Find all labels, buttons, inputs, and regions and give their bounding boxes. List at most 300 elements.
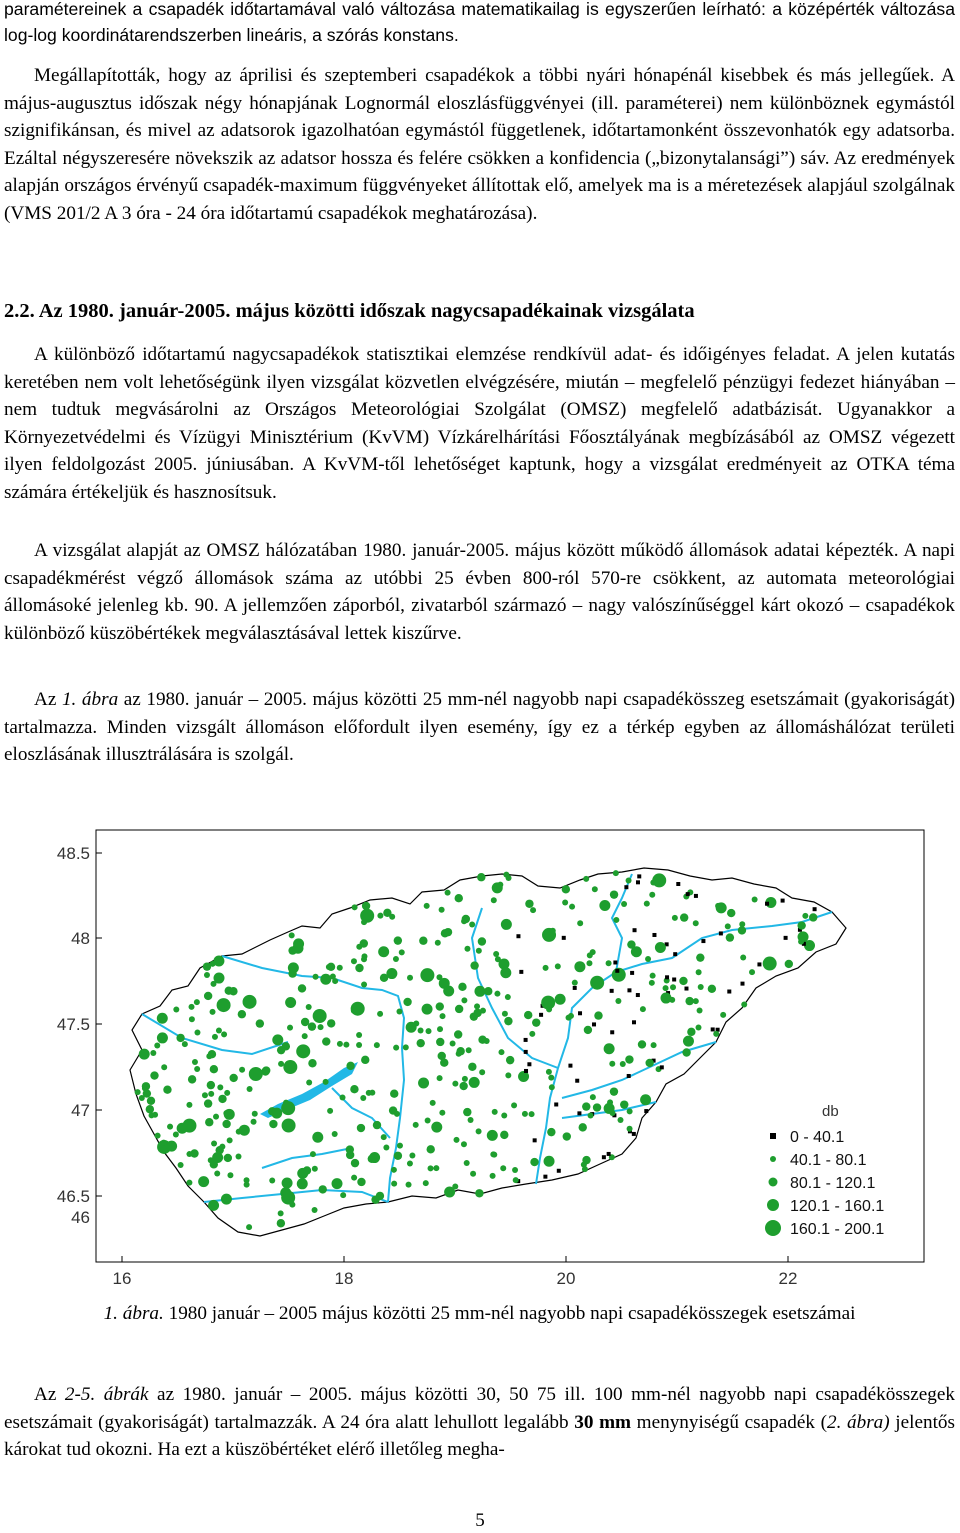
station-low <box>527 1062 531 1066</box>
station-point <box>406 1182 412 1188</box>
station-point <box>224 1109 235 1120</box>
station-low <box>516 934 520 938</box>
station-point <box>219 1144 225 1150</box>
station-point <box>687 1028 695 1036</box>
legend-label: 160.1 - 200.1 <box>790 1221 885 1238</box>
station-point <box>455 1005 463 1013</box>
station-point <box>555 994 566 1005</box>
station-point <box>469 1077 480 1088</box>
station-point <box>182 1041 188 1047</box>
station-point <box>546 1069 552 1075</box>
station-point <box>139 1095 145 1101</box>
station-point <box>458 983 466 991</box>
station-point <box>139 1049 150 1060</box>
station-point <box>716 902 727 913</box>
station-point <box>513 1177 519 1183</box>
station-point <box>651 1042 657 1048</box>
station-point <box>431 1122 442 1133</box>
station-point <box>462 1076 468 1082</box>
paragraph-stations: A vizsgálat alapját az OMSZ hálózatában 1980. január-2005. május között működő állomások adatai képezték. A napi csapadékmérést végző állomások száma az utóbbi 25 évben 800-ról 570-re csökkent, az automata meteorológiai állomásoké jelenleg kb. 90. A jellemzően záporból, zivatarból származó – nagy valószínűséggel kárt okozó – csapadékok különböző küszöbértékek megválasztásával lettek kiszűrve. <box>4 540 955 644</box>
station-point <box>396 1008 402 1014</box>
station-point <box>809 913 817 921</box>
station-point <box>381 1134 387 1140</box>
station-point <box>426 1028 432 1034</box>
station-point <box>425 1117 431 1123</box>
station-point <box>361 982 367 988</box>
station-low <box>519 970 523 974</box>
x-axis <box>113 1256 798 1288</box>
legend-label: 0 - 40.1 <box>790 1129 845 1146</box>
station-point <box>332 1131 338 1137</box>
station-low <box>575 1079 579 1083</box>
station-low <box>632 1132 636 1136</box>
y-tick-label: 47 <box>71 1101 90 1120</box>
station-point <box>218 1095 226 1103</box>
station-point <box>351 1159 359 1167</box>
station-point <box>574 961 585 972</box>
station-low <box>615 969 619 973</box>
station-point <box>269 1120 277 1128</box>
station-point <box>455 894 463 902</box>
station-point <box>407 1160 413 1166</box>
station-point <box>504 1017 512 1025</box>
station-point <box>461 1141 467 1147</box>
station-point <box>645 1059 653 1067</box>
x-tick-label: 16 <box>112 1269 132 1288</box>
station-point <box>149 1112 155 1118</box>
station-low <box>673 952 677 956</box>
station-point <box>238 1010 246 1018</box>
station-point <box>346 1062 354 1070</box>
station-point <box>436 1002 444 1010</box>
station-point <box>355 964 363 972</box>
station-point <box>281 1101 295 1115</box>
station-point <box>625 1055 633 1063</box>
station-point <box>418 1078 429 1089</box>
station-point <box>506 1056 514 1064</box>
station-point <box>289 932 295 938</box>
station-point <box>435 940 441 946</box>
station-point <box>297 1178 308 1189</box>
station-point <box>194 1030 200 1036</box>
station-point <box>308 1022 316 1030</box>
station-point <box>490 1173 496 1179</box>
station-point <box>506 875 512 881</box>
station-point <box>725 923 731 929</box>
station-point <box>413 1122 419 1128</box>
station-point <box>378 946 389 957</box>
station-point <box>436 1038 444 1046</box>
station-point <box>680 913 688 921</box>
station-low <box>610 989 614 993</box>
station-low <box>543 1175 547 1179</box>
station-point <box>480 1008 486 1014</box>
station-point <box>500 967 511 978</box>
station-point <box>749 969 755 975</box>
station-point <box>621 901 627 907</box>
paragraph-findings: Megállapították, hogy az áprilisi és szeptemberi csapadékok a többi nyári hónapénál kisebbek és más jellegűek. A május-augusztus időszak négy hónapjának Lognormál eloszlásfüggvényei (ill. paraméterei) nem különböznek egymástól szignifikánsan, és mivel az adatsorok igazolhatóan egymástól függetlenek, időtartamonként összevonhatók egy adatsorba. Ezáltal négyszeresére növekszik az adatsor hossza és felére csökken a konfidencia („bizonytalansági”) sáv. Az eredmények alapján országos érvényű csapadék-maximum függvényeket állítottak elő, amelyek ma is a méretezések alapjául szolgálnak (VMS 201/2 A 3 óra - 24 óra időtartamú csapadékok meghatározása). <box>4 65 955 224</box>
station-point <box>377 913 383 919</box>
station-point <box>495 956 501 962</box>
station-point <box>670 984 676 990</box>
station-point <box>422 1004 433 1015</box>
station-point <box>343 1042 349 1048</box>
station-low <box>676 882 680 886</box>
y-tick-label: 48.5 <box>56 844 90 863</box>
station-point <box>645 956 651 962</box>
station-point <box>631 946 642 957</box>
station-point <box>357 1124 365 1132</box>
station-point <box>476 1128 482 1134</box>
station-point <box>227 1137 233 1143</box>
station-low <box>719 931 723 935</box>
station-point <box>738 926 746 934</box>
station-low <box>637 874 641 878</box>
station-point <box>394 936 402 944</box>
station-point <box>351 958 357 964</box>
station-point <box>236 1153 242 1159</box>
station-point <box>594 1011 602 1019</box>
station-point <box>683 1036 694 1047</box>
station-point <box>644 901 650 907</box>
paragraph-thresholds <box>4 1381 955 1464</box>
text-run: Az <box>34 689 62 710</box>
station-low <box>610 1030 614 1034</box>
station-low <box>568 1064 572 1068</box>
y-tick-label: 46 <box>71 1208 90 1227</box>
station-point <box>427 1145 435 1153</box>
station-point <box>696 1025 702 1031</box>
station-point <box>205 1118 213 1126</box>
station-point <box>491 897 497 903</box>
station-point <box>350 1085 358 1093</box>
station-low <box>602 1155 606 1159</box>
station-point <box>525 900 533 908</box>
paragraph-analysis: A különböző időtartamú nagycsapadékok statisztikai elemzése rendkívül adat- és időigényes feladat. A jelen kutatás keretében nem volt lehetőségünk ilyen vizsgálat közvetlen elvégzésére, miután – megfelelő pénzügyi fedezet hiányában – nem tudtuk megvásárolni az Országos Meteorológiai Szolgálat (OMSZ) megfelelő adatbázisát. Ugyanakkor a Környezetvédelmi és Vízügyi Minisztérium (KvVM) Vízkárelhárítási Főosztályának megbízásából az OMSZ végezett ilyen feldolgozást 2005. júniusában. A KvVM-től lehetőséget kaptunk, hogy a vizsgálat eredményeit az OTKA téma számára értékeljük és hasznosítsuk. <box>4 344 955 503</box>
station-point <box>547 1128 555 1136</box>
station-point <box>361 1056 369 1064</box>
station-point <box>532 1018 540 1026</box>
figure-reference: 2. ábra) <box>826 1411 890 1433</box>
station-point <box>479 1069 485 1075</box>
station-point <box>282 1178 293 1189</box>
station-point <box>599 900 610 911</box>
station-point <box>620 1100 628 1108</box>
station-point <box>403 1044 409 1050</box>
station-point <box>246 1224 252 1230</box>
station-point <box>663 985 669 991</box>
station-low <box>562 936 566 940</box>
station-point <box>461 997 467 1003</box>
station-point <box>150 1050 156 1056</box>
station-point <box>393 956 399 962</box>
station-point <box>397 1143 403 1149</box>
station-low <box>554 1102 558 1106</box>
station-point <box>287 1025 293 1031</box>
station-point <box>562 899 568 905</box>
station-point <box>217 998 231 1012</box>
station-point <box>252 1111 258 1117</box>
station-low <box>636 993 640 997</box>
station-point <box>549 1084 555 1090</box>
station-point <box>610 890 618 898</box>
station-point <box>582 1156 590 1164</box>
station-point <box>377 1011 383 1017</box>
station-point <box>655 942 666 953</box>
station-point <box>469 921 475 927</box>
station-point <box>302 1033 308 1039</box>
station-point <box>192 1059 198 1065</box>
station-low <box>686 892 690 896</box>
station-point <box>283 1060 297 1074</box>
legend-label: 120.1 - 160.1 <box>790 1198 885 1215</box>
station-point <box>685 997 693 1005</box>
station-point <box>522 1111 528 1117</box>
station-point <box>271 1108 282 1119</box>
station-low <box>672 977 676 981</box>
station-point <box>569 904 575 910</box>
station-point <box>337 1041 343 1047</box>
station-point <box>256 1019 264 1027</box>
station-point <box>584 1026 592 1034</box>
station-point <box>306 1004 312 1010</box>
station-point <box>650 973 656 979</box>
station-point <box>313 1009 327 1023</box>
station-point <box>502 1011 508 1017</box>
station-point <box>505 1072 511 1078</box>
station-point <box>173 1007 179 1013</box>
station-point <box>161 1064 167 1070</box>
station-point <box>474 1003 480 1009</box>
station-point <box>194 1066 200 1072</box>
station-point <box>194 999 200 1005</box>
station-low <box>784 936 788 940</box>
station-point <box>406 1022 417 1033</box>
station-point <box>555 963 561 969</box>
station-point <box>249 1067 263 1081</box>
station-point <box>640 1094 651 1105</box>
station-low <box>757 962 761 966</box>
station-low <box>624 885 628 889</box>
station-point <box>752 897 758 903</box>
station-point <box>204 1099 212 1107</box>
station-point <box>438 1052 446 1060</box>
station-low <box>644 1109 648 1113</box>
station-point <box>407 975 413 981</box>
station-point <box>650 879 656 885</box>
station-low <box>711 1027 715 1031</box>
station-point <box>592 886 598 892</box>
station-point <box>609 1110 615 1116</box>
station-point <box>380 974 388 982</box>
station-low <box>636 880 640 884</box>
station-low <box>694 894 698 898</box>
station-point <box>332 1178 343 1189</box>
station-point <box>327 1019 335 1027</box>
station-point <box>186 1102 192 1108</box>
station-point <box>439 907 445 913</box>
station-point <box>468 1063 476 1071</box>
station-point <box>301 1018 309 1026</box>
station-point <box>627 1126 633 1132</box>
station-point <box>280 1187 291 1198</box>
text-run: Az <box>34 1384 65 1405</box>
text-run: az 1980. január – 2005. május közötti 30, 50 75 ill. 100 mm-nél nagyobb napi csapadékösszegek esetszámait (gyakoriságát) tartalmazzák. A 24 óra alatt lehullott legalább <box>4 1384 956 1433</box>
station-point <box>463 1108 471 1116</box>
station-point <box>498 1049 504 1055</box>
station-point <box>440 1013 446 1019</box>
station-point <box>454 1137 460 1143</box>
station-point <box>568 1013 574 1019</box>
station-point <box>262 1066 270 1074</box>
station-point <box>357 1178 365 1186</box>
station-point <box>277 1046 285 1054</box>
station-point <box>189 1004 195 1010</box>
page-number: 5 <box>475 1510 485 1531</box>
legend-symbol-square <box>770 1133 776 1139</box>
station-point <box>679 977 687 985</box>
station-point <box>146 1105 154 1113</box>
station-point <box>493 951 499 957</box>
caption-text: 1980 január – 2005 május közötti 25 mm-nél nagyobb napi csapadékösszegek esetszámai <box>163 1303 856 1324</box>
station-point <box>310 1151 316 1157</box>
station-point <box>213 955 224 966</box>
station-point <box>243 995 257 1009</box>
station-point <box>524 1011 532 1019</box>
station-point <box>708 985 716 993</box>
caption-label: 1. ábra. <box>103 1303 164 1324</box>
text-run: jelentős károkat tud okozni. Ha ezt a küszöbértéket elérő illetőleg megha- <box>4 1411 955 1460</box>
station-point <box>330 974 336 980</box>
station-point <box>337 965 343 971</box>
legend-symbol-circle <box>770 1156 776 1162</box>
station-low <box>652 933 656 937</box>
station-point <box>490 1151 496 1157</box>
station-point <box>296 1044 310 1058</box>
station-point <box>462 915 470 923</box>
station-point <box>464 946 470 952</box>
station-point <box>204 992 212 1000</box>
station-point <box>418 1027 424 1033</box>
station-point <box>797 921 805 929</box>
station-point <box>323 1079 329 1085</box>
station-point <box>208 1091 214 1097</box>
station-point <box>150 1071 158 1079</box>
station-low <box>524 1069 528 1073</box>
station-point <box>590 976 604 990</box>
station-point <box>529 1111 535 1117</box>
station-point <box>544 1156 555 1167</box>
station-point <box>466 1047 472 1053</box>
station-point <box>579 1123 587 1131</box>
station-point <box>470 961 478 969</box>
station-point <box>588 1113 594 1119</box>
station-point <box>277 1219 285 1227</box>
station-point <box>443 986 454 997</box>
legend-symbol-circle <box>767 1199 779 1211</box>
station-point <box>224 1090 230 1096</box>
station-point <box>419 937 427 945</box>
paragraph-continuation: paramétereinek a csapadék időtartamával való változása matematikailag is egyszerűen leírható: a középérték változása log-log koordinátarendszerben lineáris, a szórás konstans. <box>4 0 955 45</box>
station-point <box>167 1124 173 1130</box>
station-point <box>550 928 556 934</box>
station-point <box>613 870 619 876</box>
station-point <box>361 953 367 959</box>
station-point <box>154 1042 160 1048</box>
station-point <box>501 1113 507 1119</box>
station-point <box>697 1007 703 1013</box>
station-point <box>477 873 485 881</box>
station-point <box>327 963 335 971</box>
station-low <box>813 907 817 911</box>
station-point <box>251 1119 257 1125</box>
station-point <box>390 1089 398 1097</box>
station-point <box>166 1141 177 1152</box>
station-point <box>351 1008 357 1014</box>
station-point <box>212 1034 218 1040</box>
y-tick-label: 48 <box>71 929 90 948</box>
station-point <box>439 1110 445 1116</box>
station-point <box>312 1166 318 1172</box>
station-point <box>147 1097 155 1105</box>
station-point <box>618 1117 624 1123</box>
station-point <box>208 1200 219 1211</box>
station-point <box>727 909 735 917</box>
station-point <box>391 1181 397 1187</box>
station-point <box>713 1031 719 1037</box>
station-point <box>649 892 655 898</box>
station-point <box>202 1092 208 1098</box>
station-point <box>362 902 370 910</box>
station-point <box>563 1132 571 1140</box>
station-point <box>288 946 296 954</box>
station-point <box>394 1111 400 1117</box>
station-point <box>478 937 486 945</box>
station-point <box>470 1171 476 1177</box>
y-axis <box>57 844 102 1227</box>
x-tick-label: 20 <box>556 1269 576 1288</box>
station-point <box>726 933 734 941</box>
station-point <box>428 1165 434 1171</box>
station-low <box>660 1065 664 1069</box>
station-low <box>684 987 688 991</box>
station-point <box>543 965 549 971</box>
station-point <box>423 1180 429 1186</box>
station-low <box>557 1169 561 1173</box>
station-point <box>282 1119 296 1133</box>
station-point <box>210 1009 216 1015</box>
station-point <box>470 1012 478 1020</box>
legend-label: 80.1 - 120.1 <box>790 1175 876 1192</box>
station-point <box>308 1059 316 1067</box>
station-point <box>369 1152 380 1163</box>
station-point <box>607 1044 613 1050</box>
station-point <box>340 1094 346 1100</box>
station-point <box>244 1182 250 1188</box>
station-point <box>182 1119 196 1133</box>
station-point <box>661 993 672 1004</box>
station-point <box>420 968 434 982</box>
station-point <box>227 1172 233 1178</box>
station-point <box>352 904 358 910</box>
legend-title: db <box>822 1103 839 1120</box>
station-point <box>142 1082 150 1090</box>
station-point <box>500 1131 508 1139</box>
station-point <box>157 1032 168 1043</box>
station-low <box>592 1022 596 1026</box>
station-point <box>312 1132 323 1143</box>
station-point <box>698 984 704 990</box>
